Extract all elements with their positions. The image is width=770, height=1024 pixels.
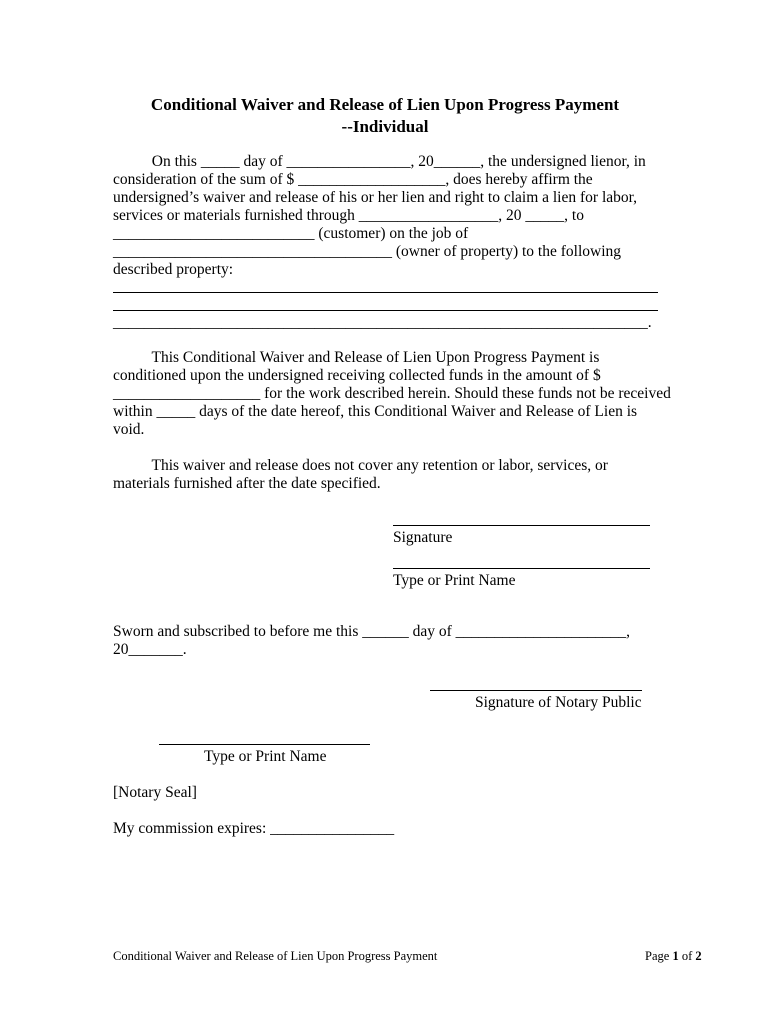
para3-line-1: This waiver and release does not cover any retention or labor, services, or	[113, 457, 608, 474]
signature-line	[393, 525, 650, 526]
notary-print-name-label: Type or Print Name	[204, 748, 327, 765]
notary-print-name-line	[159, 744, 370, 745]
print-name-label: Type or Print Name	[393, 572, 516, 589]
para1-line-5: __________________________ (customer) on the job of	[113, 225, 469, 242]
notary-seal-label: [Notary Seal]	[113, 784, 197, 801]
para1-line-4: services or materials furnished through __________________, 20 _____, to	[113, 207, 584, 224]
para1-line-3: undersigned’s waiver and release of his or her lien and right to claim a lien for labor,	[113, 189, 638, 206]
sworn-line-1: Sworn and subscribed to before me this ______ day of ______________________,	[113, 623, 631, 640]
para2-line-1: This Conditional Waiver and Release of Lien Upon Progress Payment is	[113, 349, 600, 366]
page-current: 1	[672, 949, 679, 963]
signature-label: Signature	[393, 529, 453, 546]
para2-line-5: void.	[113, 421, 145, 438]
notary-signature-label: Signature of Notary Public	[475, 694, 642, 711]
page-number	[645, 948, 702, 964]
para1-line-2: consideration of the sum of $ ___________________, does hereby affirm the	[113, 171, 593, 188]
para1-line-6: ____________________________________ (owner of property) to the following	[113, 243, 621, 260]
page-of: of	[678, 949, 696, 963]
commission-expires: My commission expires: ________________	[113, 820, 395, 837]
para1-line-1: On this _____ day of ________________, 20______, the undersigned lienor, in	[113, 153, 646, 170]
document-title-line-2: --Individual	[341, 117, 429, 136]
page-prefix: Page	[645, 949, 673, 963]
para2-line-2: conditioned upon the undersigned receiving collected funds in the amount of $	[113, 367, 601, 384]
footer-document-title: Conditional Waiver and Release of Lien Upon Progress Payment	[113, 949, 438, 963]
para3-line-2: materials furnished after the date specified.	[113, 475, 381, 492]
para1-line-7: described property:	[113, 261, 234, 278]
property-description-line-2	[113, 310, 658, 311]
print-name-line	[393, 568, 650, 569]
para2-line-3: ___________________ for the work described herein. Should these funds not be received	[113, 385, 671, 402]
document-title-line-1: Conditional Waiver and Release of Lien Upon Progress Payment	[150, 95, 620, 114]
page-total: 2	[695, 949, 702, 963]
property-description-line-3: _____________________________________________________________________.	[113, 314, 652, 331]
para2-line-4: within _____ days of the date hereof, this Conditional Waiver and Release of Lien is	[113, 403, 638, 420]
notary-signature-line	[430, 690, 642, 691]
sworn-line-2: 20_______.	[113, 641, 187, 658]
property-description-line-1	[113, 292, 658, 293]
